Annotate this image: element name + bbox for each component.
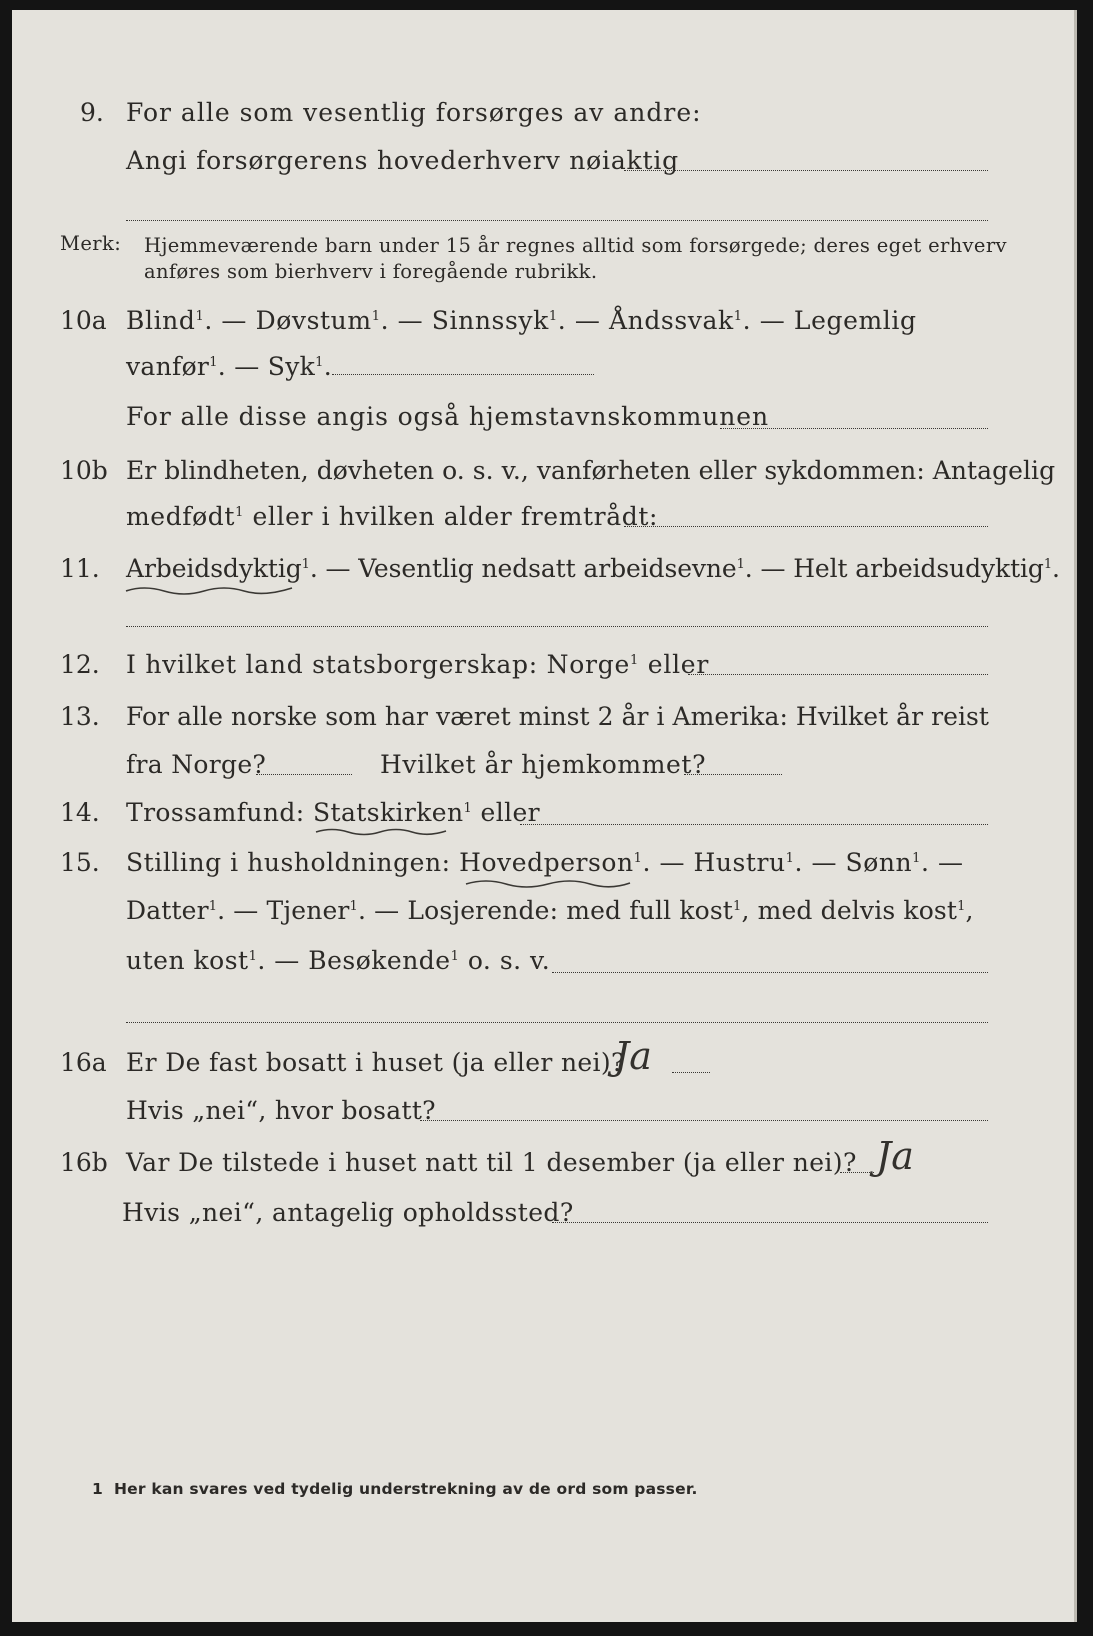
item-12-eller: eller — [639, 650, 710, 679]
option-dovstum[interactable]: . — Døvstum — [204, 306, 372, 335]
item-9-line-2: Angi forsørgerens hovederhverv nøiaktig — [126, 146, 679, 175]
item-15-extra-answer-line[interactable] — [126, 1022, 988, 1023]
option-sinnssyk[interactable]: . — Sinnssyk — [380, 306, 549, 335]
option-legemlig[interactable]: . — Legemlig — [742, 306, 917, 335]
underline-mark-statskirken — [314, 826, 448, 838]
item-9-answer-field[interactable] — [624, 170, 988, 171]
option-statskirken[interactable]: Statskirken — [312, 798, 464, 827]
option-syk[interactable]: . — Syk — [217, 352, 316, 381]
underline-mark-arbeidsdyktig — [124, 584, 294, 596]
item-10a-number: 10a — [60, 306, 107, 335]
item-10a-syk-field[interactable] — [332, 374, 594, 375]
underline-mark-hovedperson — [464, 878, 632, 890]
census-form-page — [12, 10, 1077, 1622]
footnote-ref: 1 — [957, 899, 966, 914]
item-14-eller: eller — [472, 798, 541, 827]
footnote-ref: 1 — [195, 309, 205, 324]
item-10b-number: 10b — [60, 456, 108, 485]
footnote-ref: 1 — [736, 557, 745, 572]
footnote-ref: 1 — [548, 309, 558, 324]
item-11-number: 11. — [60, 554, 100, 583]
footnote-ref: 1 — [301, 557, 310, 572]
footnote-ref: 1 — [733, 899, 742, 914]
option-sonn[interactable]: . — Sønn — [794, 848, 913, 877]
item-16b-question: Var De tilstede i huset natt til 1 desember (ja eller nei)? — [126, 1148, 857, 1177]
option-hustru[interactable]: . — Hustru — [642, 848, 786, 877]
option-delvis-kost[interactable]: , med delvis kost — [741, 896, 958, 925]
item-16a-where-question: Hvis „nei“, hvor bosatt? — [126, 1096, 436, 1125]
item-15-osv: o. s. v. — [459, 946, 551, 975]
item-13-year-returned-field[interactable] — [684, 774, 782, 775]
item-13-returned-label: Hvilket år hjemkommet? — [380, 750, 707, 779]
item-14-question: Trossamfund: — [126, 798, 313, 827]
item-16a-answer-field[interactable] — [672, 1072, 710, 1073]
item-12-other-country-field[interactable] — [688, 674, 988, 675]
merk-line-1: Hjemmeværende barn under 15 år regnes alltid som forsørgede; deres eget erhverv — [144, 234, 1007, 257]
item-10a-line-1 — [126, 306, 917, 335]
merk-line-2: anføres som bierhverv i foregående rubrikk. — [144, 260, 598, 283]
item-10a-home-municipality-field[interactable] — [720, 428, 988, 429]
merk-label: Merk: — [60, 232, 122, 255]
footnote-ref: 1 — [450, 949, 460, 964]
item-16a-where-field[interactable] — [420, 1120, 988, 1121]
footnote-ref: 1 — [912, 851, 921, 866]
option-nedsatt-arbeidsevne[interactable]: . — Vesentlig nedsatt arbeidsevne — [309, 554, 737, 583]
footnote-ref: 1 — [235, 505, 244, 520]
item-16a-number: 16a — [60, 1048, 107, 1077]
item-15-line-2-end: , — [965, 896, 974, 925]
item-11-line — [126, 554, 1060, 583]
option-besokende[interactable]: . — Besøkende — [257, 946, 451, 975]
item-13-left-norway-label: fra Norge? — [126, 750, 267, 779]
item-16b-handwritten-answer[interactable]: Ja — [876, 1134, 914, 1178]
item-16b-location-field[interactable] — [552, 1222, 988, 1223]
item-13-year-left-field[interactable] — [256, 774, 352, 775]
footnote-ref: 1 — [733, 309, 743, 324]
item-15-line-1 — [126, 848, 964, 877]
item-15-line-3 — [126, 946, 550, 975]
item-14-number: 14. — [60, 798, 100, 827]
item-13-number: 13. — [60, 702, 100, 731]
item-10b-line-2-text: eller i hvilken alder fremtrådt: — [243, 502, 658, 531]
item-14-line — [126, 798, 540, 827]
option-andssvak[interactable]: . — Åndssvak — [557, 306, 734, 335]
item-9-number: 9. — [80, 98, 104, 127]
item-11-extra-answer-line[interactable] — [126, 626, 988, 627]
item-16b-location-question: Hvis „nei“, antagelig opholdssted? — [122, 1198, 574, 1227]
footnote-ref: 1 — [633, 851, 643, 866]
item-15-line-2 — [126, 896, 974, 925]
item-10a-line-2 — [126, 352, 332, 381]
item-10b-answer-field[interactable] — [624, 526, 988, 527]
item-12-question: I hvilket land statsborgerskap: — [126, 650, 547, 679]
item-10a-line-2-end: . — [323, 352, 332, 381]
footnote-ref: 1 — [208, 899, 218, 914]
option-arbeidsdyktig[interactable]: Arbeidsdyktig — [126, 554, 302, 583]
item-9-line-1: For alle som vesentlig forsørges av andre: — [126, 98, 702, 127]
option-medfodt[interactable]: medfødt — [126, 502, 236, 531]
footnote-text: Her kan svares ved tydelig understrekning av de ord som passer. — [114, 1480, 698, 1498]
item-15-number: 15. — [60, 848, 100, 877]
option-datter[interactable]: Datter — [126, 896, 209, 925]
option-losjerende-full-kost[interactable]: . — Losjerende: med full kost — [357, 896, 734, 925]
item-16b-answer-field[interactable] — [840, 1172, 874, 1173]
item-12-line — [126, 650, 709, 679]
footnote-ref: 1 — [630, 653, 640, 668]
item-10b-line-1: Er blindheten, døvheten o. s. v., vanførheten eller sykdommen: Antagelig — [126, 456, 1056, 485]
option-hovedperson[interactable]: Hovedperson — [459, 848, 634, 877]
item-15-other-field[interactable] — [552, 972, 988, 973]
footnote-ref: 1 — [463, 801, 473, 816]
item-10a-line-3: For alle disse angis også hjemstavnskommunen — [126, 402, 769, 431]
item-16b-number: 16b — [60, 1148, 108, 1177]
footnote-ref: 1 — [785, 851, 795, 866]
footnote-mark: 1 — [92, 1480, 104, 1498]
item-16a-question: Er De fast bosatt i huset (ja eller nei)? — [126, 1048, 625, 1077]
option-uten-kost[interactable]: uten kost — [126, 946, 249, 975]
item-11-line-end: . — [1051, 554, 1060, 583]
item-10b-line-2 — [126, 502, 658, 531]
option-blind[interactable]: Blind — [126, 306, 196, 335]
footnote-ref: 1 — [209, 355, 218, 370]
footnote-ref: 1 — [371, 309, 381, 324]
item-14-other-field[interactable] — [520, 824, 988, 825]
footnote-ref: 1 — [349, 899, 358, 914]
item-16a-handwritten-answer[interactable]: Ja — [614, 1034, 652, 1078]
option-arbeidsudyktig[interactable]: . — Helt arbeidsudyktig — [744, 554, 1044, 583]
footnote-ref: 1 — [1043, 557, 1052, 572]
item-15-line-1-end: . — — [920, 848, 964, 877]
footnote-ref: 1 — [315, 355, 324, 370]
item-15-question: Stilling i husholdningen: — [126, 848, 460, 877]
option-norge[interactable]: Norge — [546, 650, 631, 679]
item-13-line-1: For alle norske som har været minst 2 år i Amerika: Hvilket år reist — [126, 702, 990, 731]
option-tjener[interactable]: . — Tjener — [217, 896, 350, 925]
item-9-extra-answer-line[interactable] — [126, 220, 988, 221]
item-12-number: 12. — [60, 650, 100, 679]
footnote-ref: 1 — [248, 949, 258, 964]
option-vanfor[interactable]: vanfør — [126, 352, 210, 381]
